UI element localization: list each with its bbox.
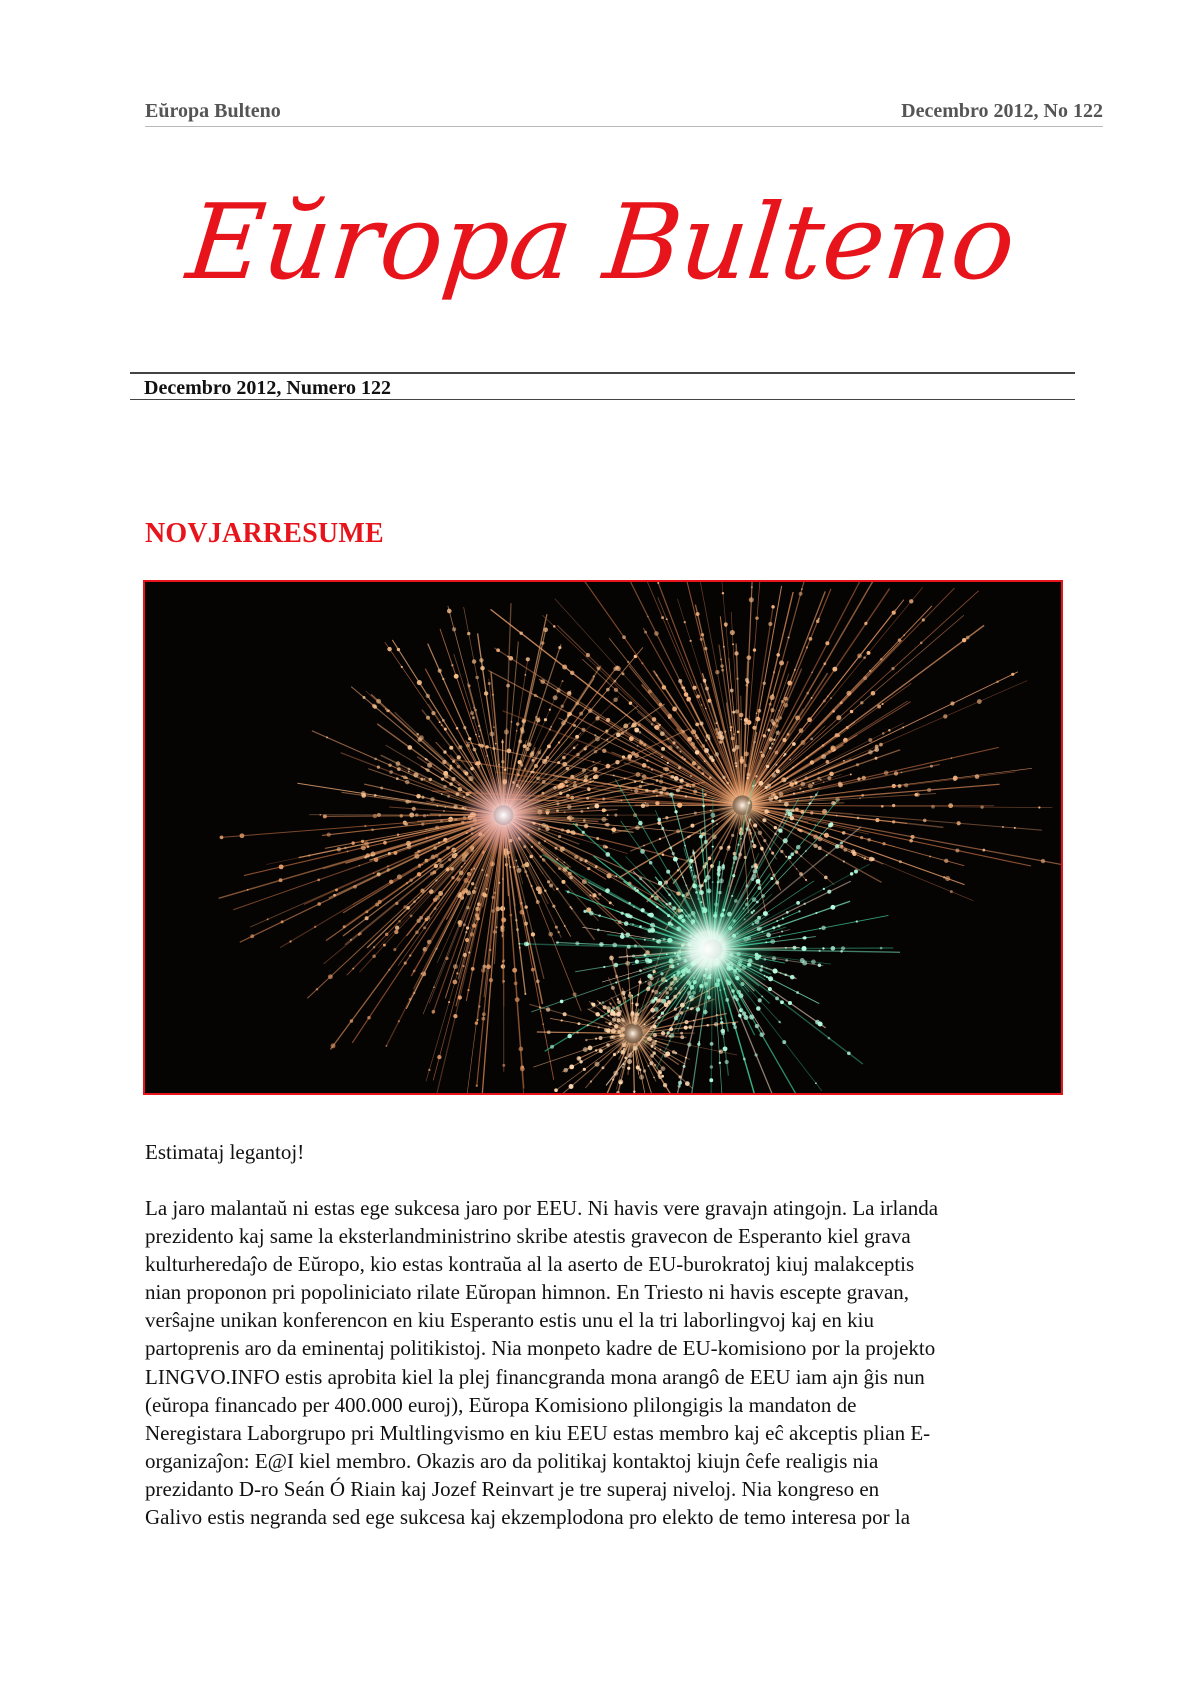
article-line: prezidento kaj same la eksterlandministrino skribe atestis gravecon de Esperanto kiel grava — [145, 1224, 911, 1249]
article-line: organizaĵon: E@I kiel membro. Okazis aro da politikaj kontaktoj kiujn ĉefe realigis nia — [145, 1448, 879, 1473]
article-body — [145, 1194, 1075, 1531]
section-title: NOVJARRESUME — [145, 518, 384, 549]
article-line: verŝajne unikan konferencon en kiu Esperanto estis unu el la tri laborlingvoj kaj en kiu — [145, 1308, 874, 1333]
issue-bar — [130, 372, 1075, 400]
running-header-issue: Decembro 2012, No 122 — [901, 100, 1103, 122]
fireworks-photo-icon — [145, 582, 1061, 1093]
running-header-title: Eŭropa Bulteno — [145, 100, 281, 122]
fireworks-photo — [143, 580, 1063, 1095]
masthead-title: Eŭropa Bulteno — [181, 181, 1021, 303]
article-line: Neregistara Laborgrupo pri Multlingvismo en kiu EEU estas membro kaj eĉ akceptis plian E- — [145, 1420, 931, 1445]
article-line: (eŭropa financado per 400.000 euroj), Eŭropa Komisiono plilongigis la mandaton de — [145, 1392, 857, 1417]
running-header — [145, 100, 1103, 127]
article-greeting: Estimataj legantoj! — [145, 1140, 305, 1164]
article-line: kulturheredaĵo de Eŭropo, kio estas kontraŭa al la aserto de EU-burokratoj kiuj malakceptis — [145, 1252, 915, 1277]
article-line: La jaro malantaŭ ni estas ege sukcesa jaro por EEU. Ni havis vere gravajn atingojn. La irlanda — [145, 1196, 939, 1220]
masthead — [150, 160, 1070, 350]
article-line: partoprenis aro da eminentaj politikistoj. Nia monpeto kadre de EU-komisiono por la projekto — [145, 1336, 936, 1361]
masthead-logo — [150, 160, 1070, 350]
article-line: Galivo estis negranda sed ege sukcesa kaj ekzemplodona pro elekto de temo interesa por la — [145, 1505, 911, 1530]
article-line: prezidanto D-ro Seán Ó Riain kaj Jozef Reinvart je tre superaj niveloj. Nia kongreso en — [145, 1476, 880, 1501]
article-line: nian proponon pri popoliniciato rilate Eŭropan himnon. En Triesto ni havis escepte gravan, — [145, 1280, 910, 1305]
article-line: LINGVO.INFO estis aprobita kiel la plej financgranda mona arangô de EEU iam ajn ĝis nun — [145, 1364, 925, 1389]
issue-label: Decembro 2012, Numero 122 — [144, 377, 391, 399]
